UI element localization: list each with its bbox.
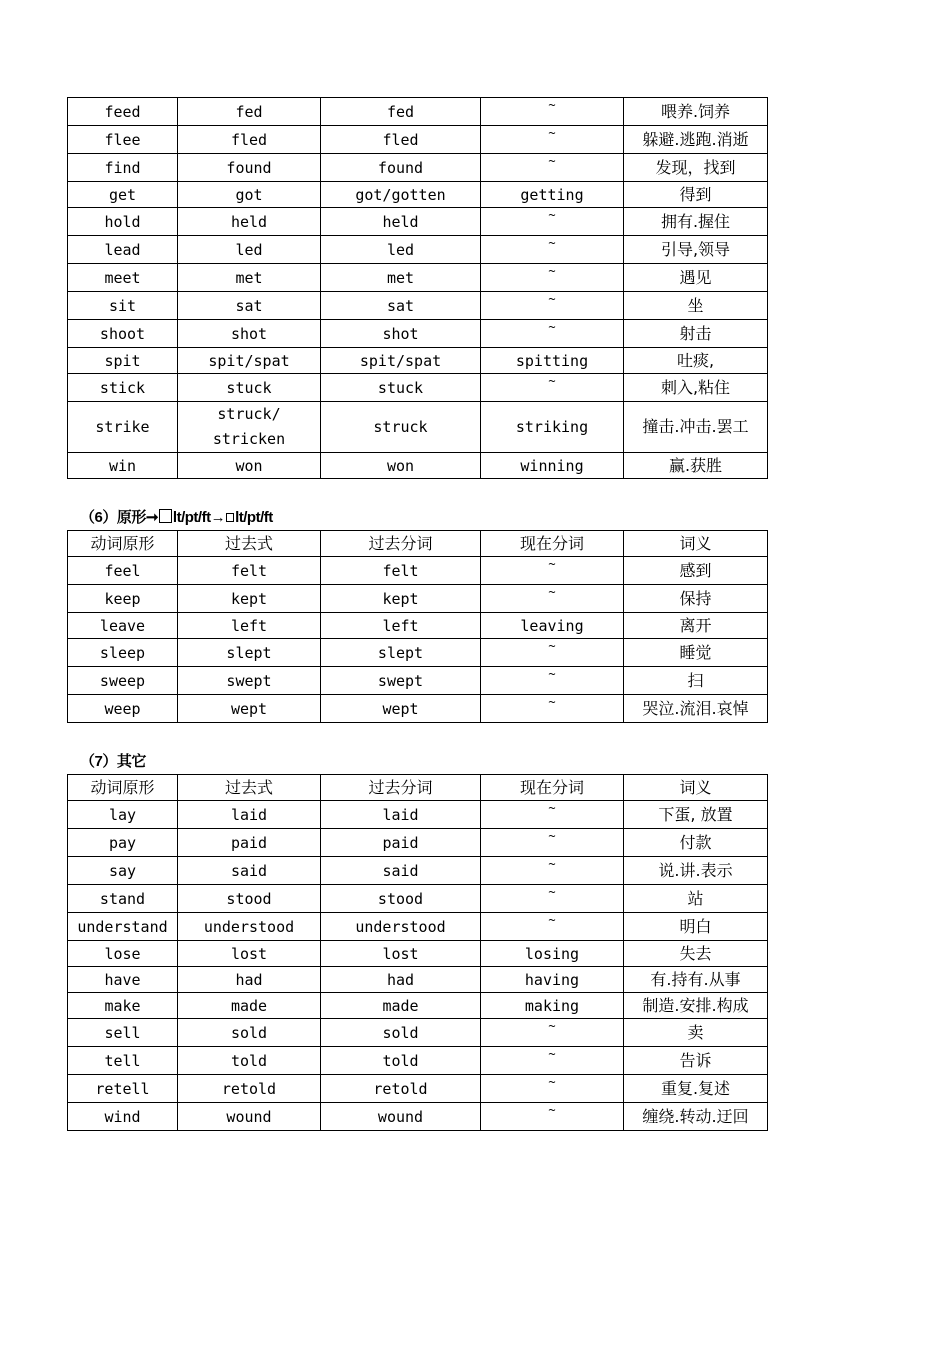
past-participle: had <box>321 967 481 993</box>
table-row <box>68 126 768 154</box>
base-form: feel <box>68 557 178 585</box>
meaning: 下蛋, 放置 <box>624 801 768 829</box>
past-participle: struck <box>321 402 481 453</box>
meaning: 扫 <box>624 667 768 695</box>
past-participle: held <box>321 208 481 236</box>
present-participle: leaving <box>481 613 624 639</box>
past-participle: left <box>321 613 481 639</box>
section-7-title: （7）其它 <box>80 753 146 770</box>
meaning: 告诉 <box>624 1047 768 1075</box>
meaning: 站 <box>624 885 768 913</box>
present-participle: ~ <box>481 374 624 402</box>
past-participle: sold <box>321 1019 481 1047</box>
table-row <box>68 236 768 264</box>
past-participle: got/gotten <box>321 182 481 208</box>
table-row <box>68 320 768 348</box>
base-form: lose <box>68 941 178 967</box>
base-form: leave <box>68 613 178 639</box>
verb-table-3-body <box>68 801 768 1131</box>
header-row <box>68 775 768 801</box>
past-participle: said <box>321 857 481 885</box>
table-row <box>68 264 768 292</box>
past-participle: won <box>321 453 481 479</box>
past-participle: understood <box>321 913 481 941</box>
header-past-participle: 过去分词 <box>321 531 481 557</box>
base-form: have <box>68 967 178 993</box>
present-participle: ~ <box>481 1103 624 1131</box>
past-tense: met <box>178 264 321 292</box>
present-participle: ~ <box>481 208 624 236</box>
header-meaning: 词义 <box>624 531 768 557</box>
present-participle: losing <box>481 941 624 967</box>
meaning: 拥有.握住 <box>624 208 768 236</box>
past-tense: held <box>178 208 321 236</box>
meaning: 重复.复述 <box>624 1075 768 1103</box>
past-tense: sat <box>178 292 321 320</box>
past-participle: swept <box>321 667 481 695</box>
section-6-title-mid: lt/pt/ft→ <box>172 509 226 526</box>
past-tense: spit/spat <box>178 348 321 374</box>
section-6-title <box>80 505 767 530</box>
past-participle: met <box>321 264 481 292</box>
arrow-icon: ➞ <box>145 509 158 526</box>
table-row <box>68 182 768 208</box>
meaning: 撞击.冲击.罢工 <box>624 402 768 453</box>
present-participle: winning <box>481 453 624 479</box>
table-row <box>68 557 768 585</box>
present-participle: ~ <box>481 236 624 264</box>
past-participle: fed <box>321 98 481 126</box>
present-participle: ~ <box>481 885 624 913</box>
present-participle: ~ <box>481 667 624 695</box>
past-participle: told <box>321 1047 481 1075</box>
table-row <box>68 941 768 967</box>
meaning: 缠绕.转动.迂回 <box>624 1103 768 1131</box>
past-participle: retold <box>321 1075 481 1103</box>
meaning: 付款 <box>624 829 768 857</box>
base-form: weep <box>68 695 178 723</box>
base-form: say <box>68 857 178 885</box>
past-tense: led <box>178 236 321 264</box>
table-row <box>68 667 768 695</box>
past-tense: fled <box>178 126 321 154</box>
present-participle: ~ <box>481 154 624 182</box>
section-6-title-prefix: （6）原形 <box>80 509 146 526</box>
base-form: get <box>68 182 178 208</box>
base-form: feed <box>68 98 178 126</box>
table-row <box>68 695 768 723</box>
table-row <box>68 1075 768 1103</box>
past-participle: made <box>321 993 481 1019</box>
base-form: tell <box>68 1047 178 1075</box>
base-form: find <box>68 154 178 182</box>
past-participle: sat <box>321 292 481 320</box>
past-tense: lost <box>178 941 321 967</box>
table-row <box>68 208 768 236</box>
past-tense: stood <box>178 885 321 913</box>
meaning: 说.讲.表示 <box>624 857 768 885</box>
base-form: wind <box>68 1103 178 1131</box>
past-tense: paid <box>178 829 321 857</box>
present-participle: ~ <box>481 857 624 885</box>
meaning: 哭泣.流泪.哀悼 <box>624 695 768 723</box>
table-row <box>68 374 768 402</box>
meaning: 离开 <box>624 613 768 639</box>
table-row <box>68 154 768 182</box>
header-past-tense: 过去式 <box>178 775 321 801</box>
base-form: keep <box>68 585 178 613</box>
present-participle: ~ <box>481 126 624 154</box>
table-row <box>68 857 768 885</box>
header-base-form: 动词原形 <box>68 775 178 801</box>
meaning: 射击 <box>624 320 768 348</box>
base-form: hold <box>68 208 178 236</box>
header-past-participle: 过去分词 <box>321 775 481 801</box>
meaning: 得到 <box>624 182 768 208</box>
past-tense: found <box>178 154 321 182</box>
meaning: 卖 <box>624 1019 768 1047</box>
past-tense: fed <box>178 98 321 126</box>
verb-table-2-body <box>68 557 768 723</box>
past-participle: felt <box>321 557 481 585</box>
meaning: 感到 <box>624 557 768 585</box>
past-tense: kept <box>178 585 321 613</box>
header-past-tense: 过去式 <box>178 531 321 557</box>
small-box-glyph-icon <box>226 513 234 522</box>
present-participle: ~ <box>481 1047 624 1075</box>
present-participle: ~ <box>481 695 624 723</box>
past-participle: kept <box>321 585 481 613</box>
base-form: retell <box>68 1075 178 1103</box>
past-participle: stuck <box>321 374 481 402</box>
table-row <box>68 453 768 479</box>
verb-table-3-header <box>68 775 768 801</box>
table-row <box>68 585 768 613</box>
past-tense: felt <box>178 557 321 585</box>
table-row <box>68 1047 768 1075</box>
present-participle: ~ <box>481 801 624 829</box>
meaning: 赢.获胜 <box>624 453 768 479</box>
present-participle: ~ <box>481 585 624 613</box>
section-6-title-end: lt/pt/ft <box>235 509 273 526</box>
meaning: 喂养.饲养 <box>624 98 768 126</box>
table-row <box>68 613 768 639</box>
present-participle: ~ <box>481 320 624 348</box>
base-form: strike <box>68 402 178 453</box>
base-form: stand <box>68 885 178 913</box>
past-tense: got <box>178 182 321 208</box>
page <box>67 97 767 1131</box>
table-row <box>68 829 768 857</box>
table-row <box>68 639 768 667</box>
past-tense: wound <box>178 1103 321 1131</box>
past-participle: paid <box>321 829 481 857</box>
past-participle: wound <box>321 1103 481 1131</box>
meaning: 遇见 <box>624 264 768 292</box>
header-row <box>68 531 768 557</box>
past-tense: wept <box>178 695 321 723</box>
present-participle: getting <box>481 182 624 208</box>
past-participle: slept <box>321 639 481 667</box>
meaning: 失去 <box>624 941 768 967</box>
verb-table-1-body <box>68 98 768 479</box>
base-form: stick <box>68 374 178 402</box>
table-row <box>68 292 768 320</box>
base-form: spit <box>68 348 178 374</box>
present-participle: ~ <box>481 829 624 857</box>
base-form: lay <box>68 801 178 829</box>
past-participle: wept <box>321 695 481 723</box>
present-participle: ~ <box>481 557 624 585</box>
meaning: 躲避.逃跑.消逝 <box>624 126 768 154</box>
table-row <box>68 1019 768 1047</box>
base-form: understand <box>68 913 178 941</box>
past-participle: fled <box>321 126 481 154</box>
base-form: win <box>68 453 178 479</box>
table-row <box>68 98 768 126</box>
past-participle: led <box>321 236 481 264</box>
base-form: sleep <box>68 639 178 667</box>
past-tense: won <box>178 453 321 479</box>
base-form: sell <box>68 1019 178 1047</box>
table-row <box>68 348 768 374</box>
past-tense: struck/ stricken <box>178 402 321 453</box>
present-participle: ~ <box>481 1075 624 1103</box>
base-form: make <box>68 993 178 1019</box>
past-tense: laid <box>178 801 321 829</box>
past-tense: had <box>178 967 321 993</box>
meaning: 引导,领导 <box>624 236 768 264</box>
meaning: 明白 <box>624 913 768 941</box>
verb-table-2 <box>67 530 768 723</box>
past-tense: understood <box>178 913 321 941</box>
verb-table-2-header <box>68 531 768 557</box>
present-participle: making <box>481 993 624 1019</box>
header-present-participle: 现在分词 <box>481 531 624 557</box>
verb-table-3 <box>67 774 768 1131</box>
table-row <box>68 1103 768 1131</box>
header-base-form: 动词原形 <box>68 531 178 557</box>
table-row <box>68 801 768 829</box>
table-row <box>68 402 768 453</box>
present-participle: striking <box>481 402 624 453</box>
present-participle: having <box>481 967 624 993</box>
present-participle: ~ <box>481 639 624 667</box>
meaning: 刺入,粘住 <box>624 374 768 402</box>
past-tense: told <box>178 1047 321 1075</box>
present-participle: ~ <box>481 264 624 292</box>
meaning: 坐 <box>624 292 768 320</box>
checkbox-glyph-icon <box>159 509 172 523</box>
meaning: 保持 <box>624 585 768 613</box>
meaning: 有.持有.从事 <box>624 967 768 993</box>
past-participle: lost <box>321 941 481 967</box>
past-participle: spit/spat <box>321 348 481 374</box>
present-participle: ~ <box>481 98 624 126</box>
meaning: 制造.安排.构成 <box>624 993 768 1019</box>
past-tense: slept <box>178 639 321 667</box>
base-form: sit <box>68 292 178 320</box>
present-participle: ~ <box>481 292 624 320</box>
verb-table-1 <box>67 97 768 479</box>
present-participle: spitting <box>481 348 624 374</box>
present-participle: ~ <box>481 1019 624 1047</box>
past-tense: left <box>178 613 321 639</box>
past-tense: retold <box>178 1075 321 1103</box>
header-present-participle: 现在分词 <box>481 775 624 801</box>
past-participle: found <box>321 154 481 182</box>
past-tense: said <box>178 857 321 885</box>
meaning: 吐痰, <box>624 348 768 374</box>
past-tense: shot <box>178 320 321 348</box>
past-participle: stood <box>321 885 481 913</box>
table-row <box>68 993 768 1019</box>
table-row <box>68 885 768 913</box>
past-participle: laid <box>321 801 481 829</box>
base-form: sweep <box>68 667 178 695</box>
past-tense: swept <box>178 667 321 695</box>
meaning: 睡觉 <box>624 639 768 667</box>
base-form: flee <box>68 126 178 154</box>
base-form: meet <box>68 264 178 292</box>
base-form: shoot <box>68 320 178 348</box>
base-form: pay <box>68 829 178 857</box>
past-tense: made <box>178 993 321 1019</box>
past-participle: shot <box>321 320 481 348</box>
past-tense: stuck <box>178 374 321 402</box>
table-row <box>68 913 768 941</box>
meaning: 发现，找到 <box>624 154 768 182</box>
past-tense: sold <box>178 1019 321 1047</box>
present-participle: ~ <box>481 913 624 941</box>
header-meaning: 词义 <box>624 775 768 801</box>
base-form: lead <box>68 236 178 264</box>
table-row <box>68 967 768 993</box>
